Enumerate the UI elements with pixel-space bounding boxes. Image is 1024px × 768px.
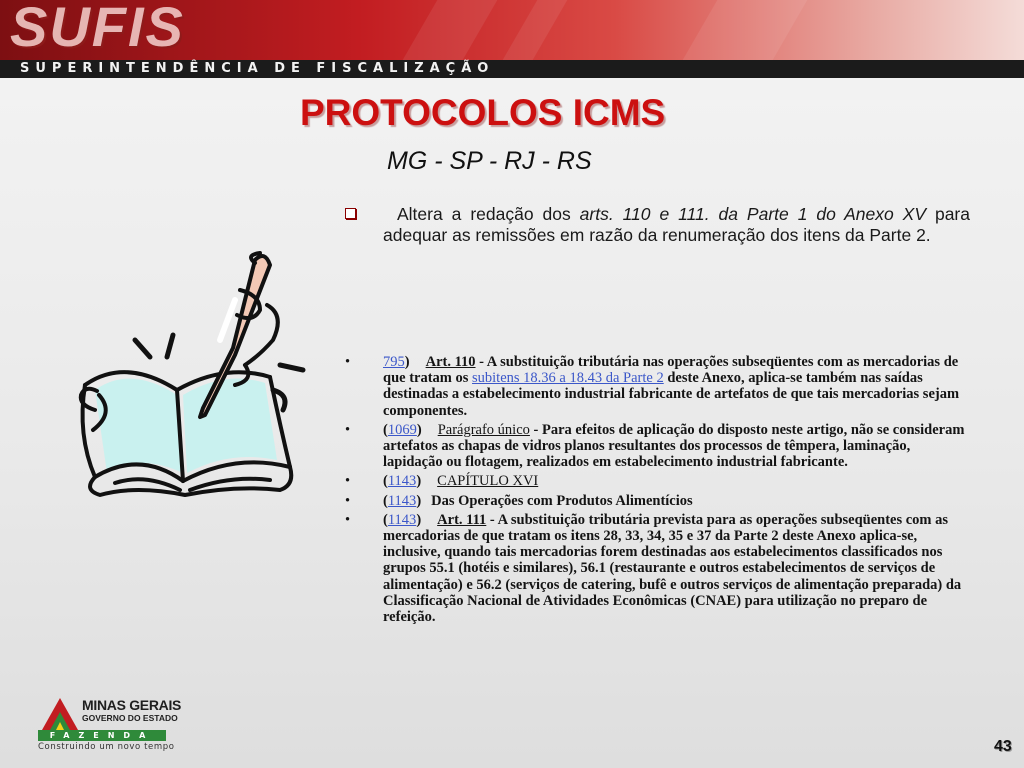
banner-stripe [403,0,498,60]
law-text: deste Anexo, aplica-se também nas saídas destinadas a estabelecimento industrial fabricante de artefatos de que tais mercadorias sejam componentes. [383,370,960,419]
mg-slogan: Construindo um novo tempo [38,742,175,752]
law-list [345,354,970,628]
square-bullet-icon [345,208,356,219]
header-subtitle: SUPERINTENDÊNCIA DE FISCALIZAÇÃO [20,61,495,76]
law-heading[interactable]: Art. 111 [437,511,487,528]
intro-text [383,204,970,246]
law-text: - A substituição tributária prevista para as operações subseqüentes com as mercadorias de que tratam os itens 28, 33, 34, 35 e 37 da Parte 2 deste Anexo aplica-se, inclusive, quando tais mercadorias forem destinadas aos estabelecimentos classificados nos grupos 55.1 (hotéis e similares), 56.1 (restaurante e outros estabelecimentos de serviços de alimentação) e 56.2 (serviços de catering, bufê e outros serviços de alimentação preparada) da Classificação Nacional de Atividades Econômicas (CNAE) para utilização no preparo de refeição. [383,511,962,626]
list-item: • (1143) CAPÍTULO XVI [345,473,539,490]
slide-states: MG - SP - RJ - RS [387,147,592,175]
bullet-icon: • [345,354,351,370]
list-item: • 795) Art. 110 - A substituição tributária nas operações subseqüentes com as mercadorias de que tratam os subitens 18.36 a 18.43 da Parte 2 deste Anexo, aplica-se também nas saídas destinadas a estabelecimento industrial fabricante de artefatos de que tais mercadorias sejam componentes. [345,354,960,419]
intro-part1: Altera a redação dos [397,204,580,224]
law-text: - A substituição tributária nas operações subseqüentes com as mercadorias de que tratam os [383,354,959,387]
bullet-icon: • [345,421,351,438]
book-and-pen-illustration [55,245,310,510]
list-item: • (1143) Art. 111 - A substituição tributária prevista para as operações subseqüentes com as mercadorias de que tratam os itens 28, 33, 34, 35 e 37 da Parte 2 deste Anexo aplica-se, inclusive, quando tais mercadorias forem destinadas aos estabelecimentos classificados nos grupos 55.1 (hotéis e similares), 56.1 (restaurante e outros estabelecimentos de serviços de alimentação) e 56.2 (serviços de catering, bufê e outros serviços de alimentação preparada) da Classificação Nacional de Atividades Econômicas (CNAE) para utilização no preparo de refeição. [345,511,962,626]
list-item: • (1069) Parágrafo único - Para efeitos de aplicação do disposto neste artigo, não se consideram artefatos as chapas de vidros planos resultantes dos processos de têmpera, laminação, lapidação ou flotagem, realizados em estabelecimento industrial fabricante. [345,421,965,471]
law-text: Das Operações com Produtos Alimentícios [431,492,693,509]
law-ref-link[interactable]: 1143 [387,492,417,509]
law-heading[interactable]: Art. 110 [425,354,476,370]
header-subtitle-bar [0,60,1024,78]
bullet-icon: • [345,492,351,509]
intro-emphasis: arts. 110 e 111. da Parte 1 do Anexo XV [579,204,927,224]
law-ref-link[interactable]: 1143 [387,473,417,490]
banner-stripe [683,0,808,60]
fazenda-bar: FAZENDA [38,730,166,741]
law-heading[interactable]: CAPÍTULO XVI [437,473,539,490]
list-item: • (1143) Das Operações com Produtos Alimentícios [345,492,693,509]
law-heading[interactable]: Parágrafo único [437,421,530,438]
slide-title: PROTOCOLOS ICMS [300,92,666,133]
page-number: 43 [994,738,1012,755]
law-ref-link[interactable]: 795 [383,354,405,370]
header-banner [0,0,1024,60]
mg-title: MINAS GERAIS [82,697,182,713]
mg-subtitle: GOVERNO DO ESTADO [82,713,178,723]
law-subitem-link[interactable]: subitens 18.36 a 18.43 da Parte 2 [472,370,664,387]
law-ref-link[interactable]: 1069 [387,421,417,438]
bullet-icon: • [345,473,351,490]
law-text: - Para efeitos de aplicação do disposto neste artigo, não se consideram artefatos as chapas de vidros planos resultantes dos processos de têmpera, laminação, lapidação ou flotagem, realizados em estabelecimento industrial fabricante. [383,421,965,471]
sufis-logo: SUFIS [10,0,185,58]
law-ref-link[interactable]: 1143 [387,511,417,528]
intro-part2: para adequar as remissões em razão da renumeração dos itens da Parte 2. [383,204,970,245]
intro-paragraph [345,204,970,246]
banner-stripe [503,0,568,60]
bullet-icon: • [345,511,351,528]
